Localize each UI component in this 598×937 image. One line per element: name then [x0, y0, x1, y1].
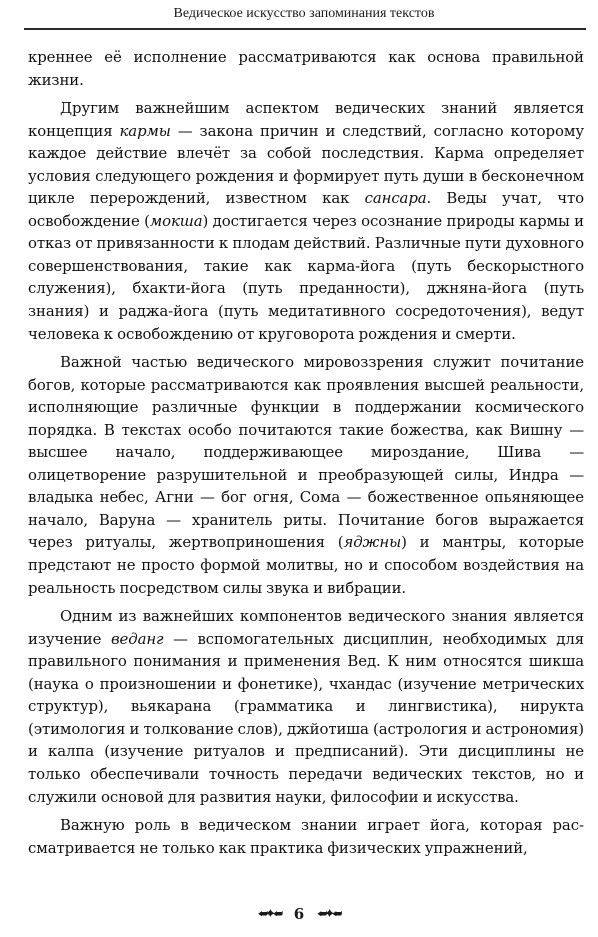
italic-term: веданг	[110, 629, 164, 648]
text-run: — закона причин и следствий, согласно которому каждое действие влечёт за собой последствия. Карма определяет условия следующего рождения и формирует путь души в бесконечном цикле перерождений, известном как	[28, 121, 584, 208]
text-run: Другим важнейшим аспектом ведических знаний является концепция	[28, 99, 584, 140]
text-run: ) и мантры, которые предстают не просто формой молитвы, но и способом воздействия на реальность посредством силы звука и вибрации.	[28, 533, 584, 597]
paragraph	[28, 97, 584, 345]
header-rule	[24, 28, 586, 30]
right-ornament-icon: ⮨✦⮨	[317, 907, 341, 920]
text-run: Важной частью ведического мировоззрения служит почитание богов, которые рассматриваются как проявления высшей реальности, исполняющие различные функции в поддержании космического порядка. В текстах особо почитаются такие божества, как Вишну — высшее начало, поддерживающее мироздание, Шива — олицетворение разрушительной и преобразующей силы, Индра — владыка небес, Агни — бог огня, Сома — божественное опьяняющее начало, Варуна — хранитель риты. Почитание богов выражается через ритуалы, жертвоприношения (	[28, 353, 584, 552]
paragraph	[28, 814, 584, 859]
text-run: Одним из важнейших компонентов ведического знания является изучение	[28, 607, 584, 648]
text-run: ) достигается через осознание природы кармы и отказ от привязанности к плодам действий. Различные пути духовного совершенствования, такие как карма-йога (путь бескорыстного служения), бхакти-йога (путь преданности), джняна-йога (путь знания) и раджа-йога (путь медитативного сосредоточения), ведут человека к освобождению от круговорота рождения и смерти.	[28, 211, 584, 343]
paragraph	[28, 351, 584, 599]
italic-term: сансара	[364, 189, 427, 208]
italic-term: яджны	[343, 533, 402, 552]
paragraph	[28, 46, 584, 91]
text-run: Важную роль в ведическом знании играет йога, которая рассматривается не только как практика физических упражнений,	[28, 816, 584, 857]
italic-term: мокша	[149, 211, 203, 230]
text-run: — вспомогательных дисциплин, необходимых для правильного понимания и применения Вед. К ним относятся шикша (наука о произношении и фонетике), чхандас (изучение метрических структур), вьякарана (грамматика и лингвистика), нирукта (этимология и толкование слов), джйотиша (астрология и астрономия) и калпа (изучение ритуалов и предписаний). Эти дисциплины не только обеспечивали точность передачи ведических текстов, но и служили основой для развития науки, философии и искусства.	[28, 629, 584, 806]
left-ornament-icon: ⮨✦⮨	[257, 907, 281, 920]
paragraph	[28, 605, 584, 808]
text-run: креннее её исполнение рассматриваются как основа правильной жизни.	[28, 48, 584, 89]
page-number: 6	[293, 905, 305, 923]
italic-term: кармы	[119, 121, 171, 140]
running-header: Ведическое искусство запоминания текстов	[173, 6, 435, 21]
page-footer	[0, 904, 598, 924]
body-text	[28, 46, 584, 859]
text-run: . Веды учат, что освобождение (	[28, 189, 584, 230]
